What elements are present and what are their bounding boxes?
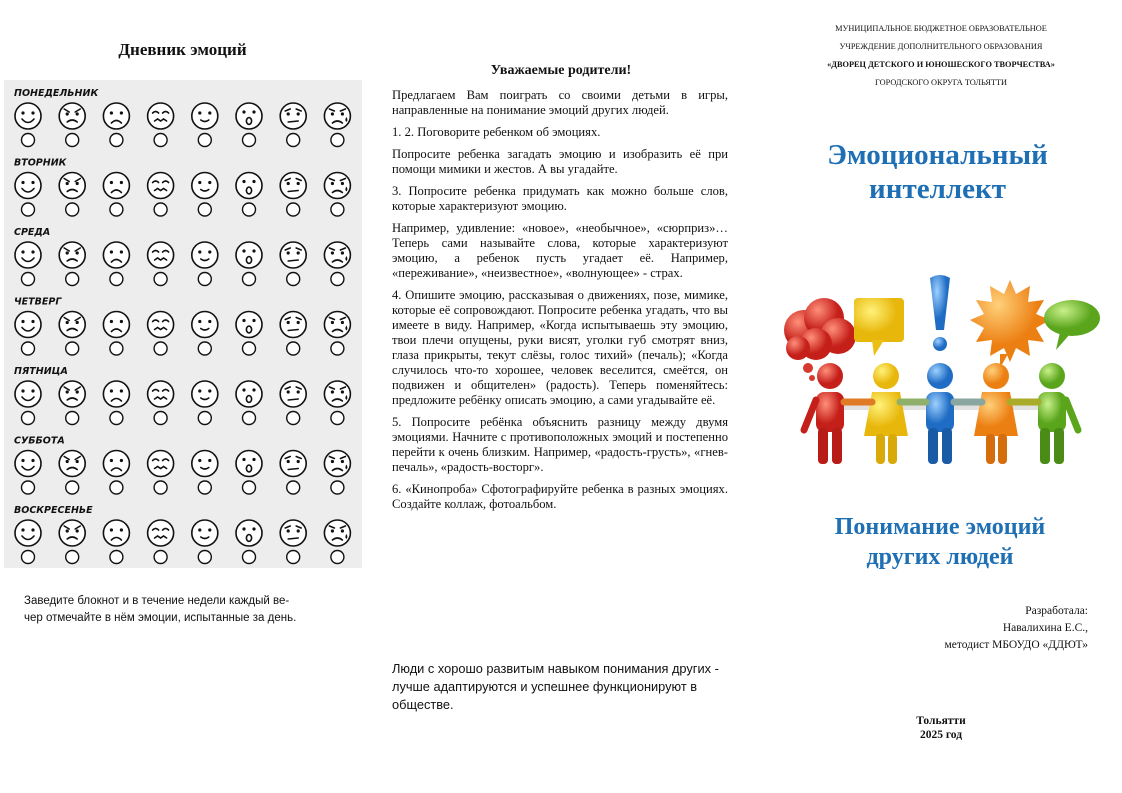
emotion-mark-circle[interactable] <box>331 342 344 355</box>
disgust-face-icon <box>148 173 174 199</box>
emotion-mark-circle[interactable] <box>243 134 256 147</box>
diary-day-label: СУББОТА <box>14 435 65 447</box>
org-line-1: МУНИЦИПАЛЬНОЕ БЮДЖЕТНОЕ ОБРАЗОВАТЕЛЬНОЕ <box>835 24 1047 33</box>
upset-face-icon <box>324 451 350 477</box>
diary-day-label: ЧЕТВЕРГ <box>14 296 62 308</box>
sad-face-icon <box>103 312 129 338</box>
diary-instructions <box>24 593 354 627</box>
author-position: методист МБОУДО «ДДЮТ» <box>944 639 1088 651</box>
advice-paragraph: Например, удивление: «новое», «необычное», «сюрприз»… Теперь сами называйте слова, которые характеризуют эмоцию, а ребенок пусть угадает её. Например, «переживание», «неизвестное», «волнующее» - страх. <box>392 221 728 280</box>
angry-face-icon <box>59 451 85 477</box>
angry-face-icon <box>59 381 85 407</box>
org-line-4: ГОРОДСКОГО ОКРУГА ТОЛЬЯТТИ <box>875 78 1007 87</box>
disgust-face-icon <box>148 312 174 338</box>
emotion-mark-circle[interactable] <box>243 412 256 425</box>
org-line-3: «ДВОРЕЦ ДЕТСКОГО И ЮНОШЕСКОГО ТВОРЧЕСТВА» <box>827 60 1055 69</box>
emotion-mark-circle[interactable] <box>66 481 79 494</box>
emotion-mark-circle[interactable] <box>154 342 167 355</box>
people-with-speech-bubbles-illustration <box>774 270 1102 470</box>
diary-day-label: ВОСКРЕСЕНЬЕ <box>14 505 93 516</box>
happy-face-icon <box>15 103 41 129</box>
emotion-mark-circle[interactable] <box>154 203 167 216</box>
emotion-mark-circle[interactable] <box>22 481 35 494</box>
emotion-mark-circle[interactable] <box>110 134 123 147</box>
angry-face-icon <box>59 520 85 546</box>
emotion-mark-circle[interactable] <box>66 134 79 147</box>
yellow-speech-bubble-icon <box>854 298 904 356</box>
organization-header <box>760 20 1122 92</box>
city-and-year <box>760 714 1122 742</box>
diary-day-label: ВТОРНИК <box>14 157 67 169</box>
emotion-mark-circle[interactable] <box>331 551 344 564</box>
emotion-mark-circle[interactable] <box>22 342 35 355</box>
calm-face-icon <box>192 381 218 407</box>
emotion-mark-circle[interactable] <box>22 551 35 564</box>
worried-face-icon <box>280 173 306 199</box>
worried-face-icon <box>280 520 306 546</box>
emotion-mark-circle[interactable] <box>243 342 256 355</box>
upset-face-icon <box>324 520 350 546</box>
emotion-mark-circle[interactable] <box>198 342 211 355</box>
advice-paragraph: Попросите ребенка загадать эмоцию и изобразить её при помощи мимики и жестов. А вы угадайте. <box>392 147 728 176</box>
calm-face-icon <box>192 242 218 268</box>
emotion-mark-circle[interactable] <box>198 273 211 286</box>
emotion-mark-circle[interactable] <box>66 412 79 425</box>
title-line-2: интеллект <box>869 173 1006 205</box>
emotion-mark-circle[interactable] <box>243 273 256 286</box>
angry-face-icon <box>59 173 85 199</box>
author-name: Навалихина Е.С., <box>1002 622 1088 634</box>
emotion-mark-circle[interactable] <box>243 481 256 494</box>
worried-face-icon <box>280 381 306 407</box>
emotion-mark-circle[interactable] <box>243 203 256 216</box>
emotion-mark-circle[interactable] <box>154 481 167 494</box>
org-line-2: УЧРЕЖДЕНИЕ ДОПОЛНИТЕЛЬНОГО ОБРАЗОВАНИЯ <box>839 42 1043 51</box>
disgust-face-icon <box>148 451 174 477</box>
emotion-mark-circle[interactable] <box>110 551 123 564</box>
diary-day-label: ПЯТНИЦА <box>14 366 68 377</box>
parents-advice-panel <box>392 0 730 793</box>
calm-face-icon <box>192 103 218 129</box>
cover-panel <box>760 0 1122 793</box>
advice-paragraph: 1. 2. Поговорите ребенком об эмоциях. <box>392 125 601 139</box>
emotion-mark-circle[interactable] <box>110 203 123 216</box>
emotion-mark-circle[interactable] <box>287 342 300 355</box>
emotion-mark-circle[interactable] <box>66 342 79 355</box>
happy-face-icon <box>15 520 41 546</box>
sad-face-icon <box>103 173 129 199</box>
subtitle-line-1: Понимание эмоций <box>834 514 1046 540</box>
author-label: Разработала: <box>1025 605 1088 617</box>
subtitle-line-2: других людей <box>866 544 1014 570</box>
worried-face-icon <box>280 242 306 268</box>
surprised-face-icon <box>236 451 262 477</box>
emotion-mark-circle[interactable] <box>331 412 344 425</box>
brochure-title <box>760 138 1115 206</box>
upset-face-icon <box>324 381 350 407</box>
diary-day-label: ПОНЕДЕЛЬНИК <box>14 88 99 99</box>
advice-paragraph: 4. Опишите эмоцию, рассказывая о движениях, позе, мимике, которые её сопровождают. Попросите ребенка угадать, что вы имеете в виду. Например, «Когда испытываешь эту эмоцию, твои плечи опущены, руки висят, уголки губ смотрят вниз, глаза прикрыты, текут слёзы, голос тихий» (печаль); «Когда случилось что-то хорошее, человек веселится, смеётся, он подвижен и общителен» (радость). Теперь поменяйтесь: предложите ребёнку описать эмоцию, а сами угадывайте её. <box>392 288 728 407</box>
happy-face-icon <box>15 242 41 268</box>
emotion-mark-circle[interactable] <box>198 551 211 564</box>
emotion-mark-circle[interactable] <box>22 412 35 425</box>
angry-face-icon <box>59 103 85 129</box>
emotion-mark-circle[interactable] <box>110 481 123 494</box>
disgust-face-icon <box>148 103 174 129</box>
orange-person-figure <box>974 363 1018 464</box>
happy-face-icon <box>15 451 41 477</box>
brochure-subtitle <box>760 512 1120 572</box>
happy-face-icon <box>15 173 41 199</box>
surprised-face-icon <box>236 242 262 268</box>
emotion-mark-circle[interactable] <box>110 342 123 355</box>
emotion-mark-circle[interactable] <box>154 273 167 286</box>
worried-face-icon <box>280 103 306 129</box>
calm-face-icon <box>192 312 218 338</box>
emotion-mark-circle[interactable] <box>154 134 167 147</box>
worried-face-icon <box>280 451 306 477</box>
emotion-mark-circle[interactable] <box>198 412 211 425</box>
calm-face-icon <box>192 451 218 477</box>
emotion-mark-circle[interactable] <box>66 203 79 216</box>
emotion-mark-circle[interactable] <box>243 551 256 564</box>
diary-note-line-1: Заведите блокнот и в течение недели каждый ве- <box>24 595 290 607</box>
worried-face-icon <box>280 312 306 338</box>
emotion-mark-circle[interactable] <box>66 273 79 286</box>
disgust-face-icon <box>148 242 174 268</box>
blue-exclamation-mark-icon <box>930 275 950 351</box>
surprised-face-icon <box>236 381 262 407</box>
diary-day-label: СРЕДА <box>14 227 51 238</box>
emotion-mark-circle[interactable] <box>287 551 300 564</box>
emotion-diary-panel <box>0 0 370 793</box>
red-person-figure <box>816 363 844 464</box>
emotion-mark-circle[interactable] <box>331 481 344 494</box>
upset-face-icon <box>324 312 350 338</box>
emotion-mark-circle[interactable] <box>287 481 300 494</box>
title-line-1: Эмоциональный <box>827 139 1048 171</box>
surprised-face-icon <box>236 312 262 338</box>
emotion-mark-circle[interactable] <box>331 134 344 147</box>
surprised-face-icon <box>236 103 262 129</box>
emotion-mark-circle[interactable] <box>198 481 211 494</box>
emotion-mark-circle[interactable] <box>154 551 167 564</box>
sad-face-icon <box>103 520 129 546</box>
emotion-mark-circle[interactable] <box>154 412 167 425</box>
upset-face-icon <box>324 173 350 199</box>
advice-paragraph: 3. Попросите ребенка придумать как можно больше слов, которые характеризуют эмоцию. <box>392 184 728 213</box>
happy-face-icon <box>15 312 41 338</box>
sad-face-icon <box>103 451 129 477</box>
emotion-mark-circle[interactable] <box>198 203 211 216</box>
emotion-mark-circle[interactable] <box>22 134 35 147</box>
emotion-mark-circle[interactable] <box>287 203 300 216</box>
advice-paragraph: 6. «Кинопроба» Сфотографируйте ребенка в разных эмоциях. Создайте коллаж, фотоальбом. <box>392 482 728 511</box>
year: 2025 год <box>919 729 963 741</box>
green-oval-bubble-icon <box>1044 300 1100 350</box>
diary-note-line-2: чер отмечайте в нём эмоции, испытанные за день. <box>24 612 297 624</box>
angry-face-icon <box>59 312 85 338</box>
author-block <box>944 603 1088 654</box>
emotion-mark-circle[interactable] <box>331 203 344 216</box>
advice-text <box>392 88 728 519</box>
green-person-figure <box>1038 363 1066 464</box>
closing-statement: Люди с хорошо развитым навыком понимания других - лучше адаптируются и успешнее функционируют в обществе. <box>392 661 719 712</box>
emotion-mark-circle[interactable] <box>110 273 123 286</box>
emotion-mark-circle[interactable] <box>198 134 211 147</box>
advice-paragraph: Предлагаем Вам поиграть со своими детьми в игры, направленные на понимание эмоций других людей. <box>392 88 728 117</box>
happy-face-icon <box>15 381 41 407</box>
calm-face-icon <box>192 520 218 546</box>
emotion-mark-circle[interactable] <box>331 273 344 286</box>
sad-face-icon <box>103 242 129 268</box>
blue-person-figure <box>926 363 954 464</box>
angry-face-icon <box>59 242 85 268</box>
emotion-mark-circle[interactable] <box>287 273 300 286</box>
emotion-mark-circle[interactable] <box>66 551 79 564</box>
emotion-mark-circle[interactable] <box>287 134 300 147</box>
emotion-mark-circle[interactable] <box>22 203 35 216</box>
surprised-face-icon <box>236 520 262 546</box>
advice-paragraph: 5. Попросите ребёнка объяснить разницу между двумя эмоциями. Начните с противоположных эмоций и постепенно перейти к очень близким. Например, «радость-грусть», «гнев-печаль», «радость-восторг». <box>392 415 728 474</box>
disgust-face-icon <box>148 520 174 546</box>
parents-heading: Уважаемые родители! <box>490 63 632 78</box>
emotion-mark-circle[interactable] <box>287 412 300 425</box>
city: Тольятти <box>916 715 966 727</box>
upset-face-icon <box>324 242 350 268</box>
upset-face-icon <box>324 103 350 129</box>
yellow-person-figure <box>864 363 908 464</box>
disgust-face-icon <box>148 381 174 407</box>
emotion-mark-circle[interactable] <box>22 273 35 286</box>
sad-face-icon <box>103 381 129 407</box>
emotion-mark-circle[interactable] <box>110 412 123 425</box>
calm-face-icon <box>192 173 218 199</box>
emotion-diary-grid <box>4 80 362 568</box>
sad-face-icon <box>103 103 129 129</box>
orange-burst-bubble-icon <box>970 280 1050 368</box>
surprised-face-icon <box>236 173 262 199</box>
diary-title: Дневник эмоций <box>118 40 247 59</box>
